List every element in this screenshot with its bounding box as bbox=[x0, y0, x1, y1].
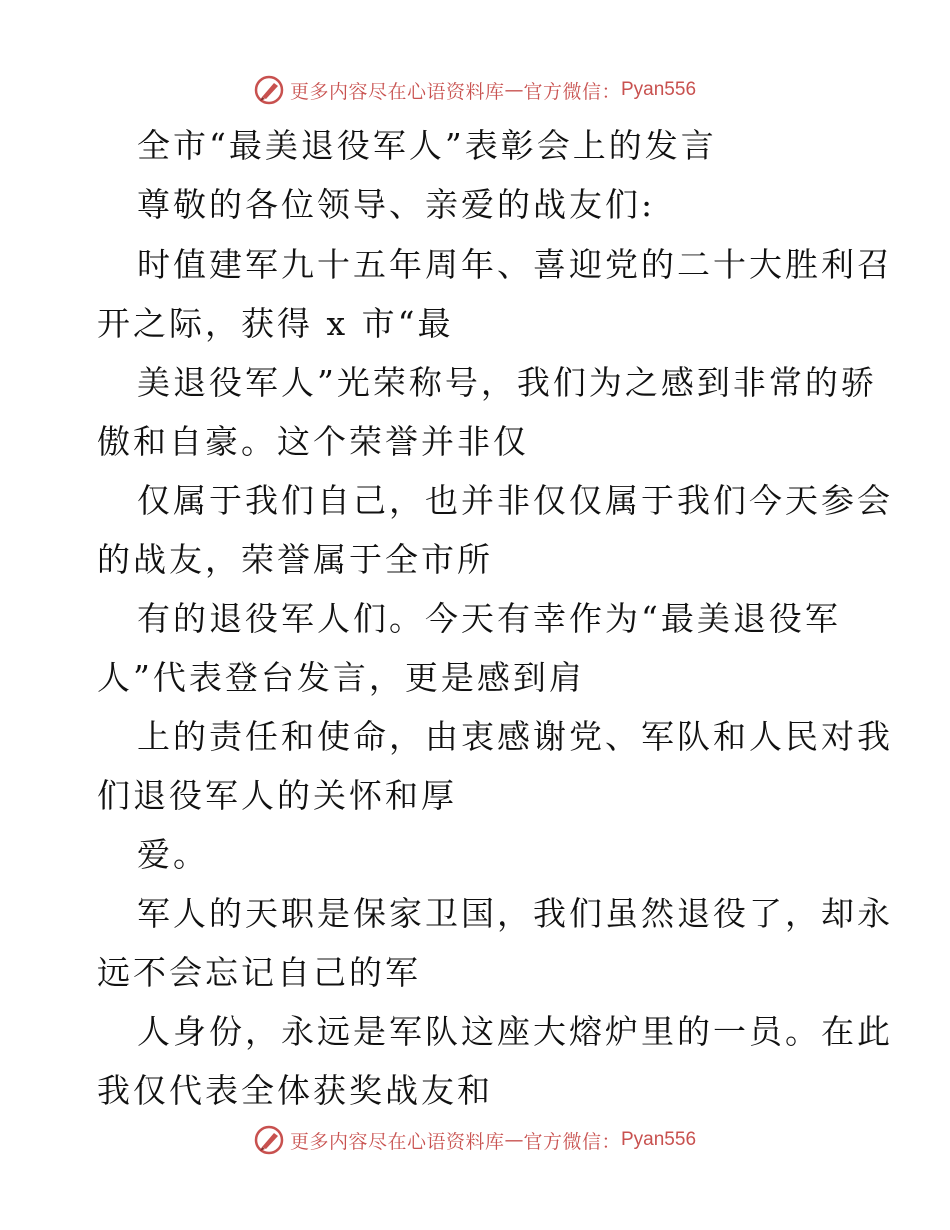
body-line: 上的责任和使命，由衷感谢党、军队和人民对我 bbox=[137, 717, 893, 756]
body-line: 我仅代表全体获奖战友和 bbox=[97, 1071, 493, 1110]
header-banner-text: 更多内容尽在心语资料库 bbox=[289, 80, 505, 103]
body-line: 爱。 bbox=[137, 835, 209, 874]
body-line: 们退役军人的关怀和厚 bbox=[97, 776, 457, 815]
body-line: 时值建军九十五年周年、喜迎党的二十大胜利召 bbox=[137, 245, 893, 284]
header-banner-wechat-label: 官方微信： bbox=[523, 80, 621, 103]
body-line: 有的退役军人们。今天有幸作为“最美退役军 bbox=[137, 599, 841, 638]
body-line: 军人的天职是保家卫国，我们虽然退役了，却永 bbox=[137, 894, 893, 933]
header-banner bbox=[0, 70, 950, 110]
footer-banner-wechat-label: 官方微信： bbox=[523, 1130, 621, 1153]
header-banner-wechat-id: Pyan556 bbox=[621, 79, 697, 100]
footer-banner-text: 更多内容尽在心语资料库 bbox=[289, 1130, 505, 1153]
footer-banner bbox=[0, 1120, 950, 1160]
body-line: 傲和自豪。这个荣誉并非仅 bbox=[97, 422, 529, 461]
salutation-line: 尊敬的各位领导、亲爱的战友们: bbox=[137, 185, 656, 224]
header-banner-separator: — bbox=[504, 79, 524, 101]
document-title: 全市“最美退役军人”表彰会上的发言 bbox=[137, 126, 717, 165]
body-line: 的战友，荣誉属于全市所 bbox=[97, 540, 493, 579]
body-line: 人身份，永远是军队这座大熔炉里的一员。在此 bbox=[137, 1012, 893, 1051]
body-line: 远不会忘记自己的军 bbox=[97, 953, 421, 992]
pen-logo-icon bbox=[254, 1125, 284, 1155]
footer-banner-separator: — bbox=[504, 1129, 524, 1151]
body-line: 仅属于我们自己，也并非仅仅属于我们今天参会 bbox=[137, 481, 893, 520]
body-line: 人”代表登台发言，更是感到肩 bbox=[97, 658, 585, 697]
body-line: 开之际，获得 x 市“最 bbox=[97, 304, 454, 343]
pen-logo-icon bbox=[254, 75, 284, 105]
footer-banner-wechat-id: Pyan556 bbox=[621, 1129, 697, 1150]
body-line: 美退役军人”光荣称号，我们为之感到非常的骄 bbox=[137, 363, 877, 402]
